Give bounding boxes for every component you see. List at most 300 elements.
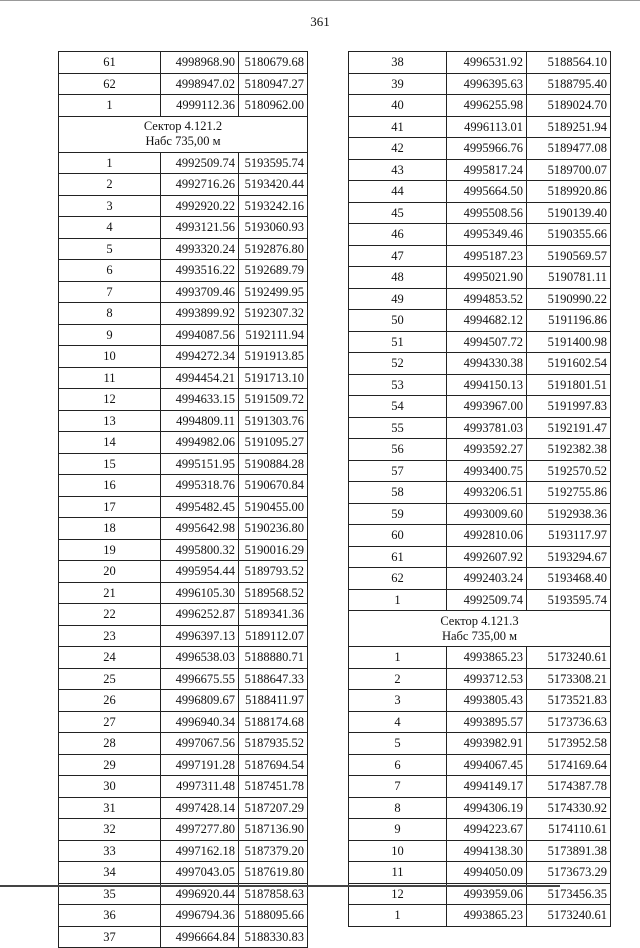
table-row — [59, 690, 308, 712]
x-coordinate-cell: 4996538.03 — [161, 647, 239, 669]
point-number-cell: 12 — [59, 389, 161, 411]
x-coordinate-cell: 4996809.67 — [161, 690, 239, 712]
table-row — [59, 260, 308, 282]
point-number-cell: 43 — [349, 159, 447, 181]
point-number-cell: 23 — [59, 625, 161, 647]
table-row — [59, 324, 308, 346]
x-coordinate-cell: 4992509.74 — [447, 589, 527, 611]
point-number-cell: 61 — [349, 546, 447, 568]
table-row — [349, 288, 611, 310]
table-row — [349, 568, 611, 590]
y-coordinate-cell: 5187935.52 — [239, 733, 308, 755]
y-coordinate-cell: 5193420.44 — [239, 174, 308, 196]
point-number-cell: 51 — [349, 331, 447, 353]
table-row — [59, 52, 308, 74]
table-row — [349, 396, 611, 418]
table-row — [349, 776, 611, 798]
table-row — [59, 819, 308, 841]
table-row — [349, 503, 611, 525]
y-coordinate-cell: 5190781.11 — [527, 267, 611, 289]
table-row — [59, 346, 308, 368]
table-row — [59, 303, 308, 325]
x-coordinate-cell: 4994507.72 — [447, 331, 527, 353]
point-number-cell: 20 — [59, 561, 161, 583]
point-number-cell: 59 — [349, 503, 447, 525]
x-coordinate-cell: 4995187.23 — [447, 245, 527, 267]
x-coordinate-cell: 4996531.92 — [447, 52, 527, 74]
table-row — [349, 711, 611, 733]
x-coordinate-cell: 4993206.51 — [447, 482, 527, 504]
table-row — [349, 417, 611, 439]
point-number-cell: 31 — [59, 797, 161, 819]
y-coordinate-cell: 5187451.78 — [239, 776, 308, 798]
table-row — [349, 224, 611, 246]
y-coordinate-cell: 5193294.67 — [527, 546, 611, 568]
sector-header-row — [59, 116, 308, 152]
y-coordinate-cell: 5192382.38 — [527, 439, 611, 461]
table-row — [59, 389, 308, 411]
y-coordinate-cell: 5191801.51 — [527, 374, 611, 396]
x-coordinate-cell: 4995664.50 — [447, 181, 527, 203]
point-number-cell: 1 — [59, 95, 161, 117]
point-number-cell: 13 — [59, 410, 161, 432]
table-row — [59, 195, 308, 217]
x-coordinate-cell: 4993320.24 — [161, 238, 239, 260]
table-row — [349, 245, 611, 267]
table-row — [349, 159, 611, 181]
table-row — [349, 668, 611, 690]
y-coordinate-cell: 5190236.80 — [239, 518, 308, 540]
sector-header-row — [349, 611, 611, 647]
point-number-cell: 8 — [349, 797, 447, 819]
y-coordinate-cell: 5191303.76 — [239, 410, 308, 432]
x-coordinate-cell: 4996794.36 — [161, 905, 239, 927]
y-coordinate-cell: 5192755.86 — [527, 482, 611, 504]
y-coordinate-cell: 5191913.85 — [239, 346, 308, 368]
x-coordinate-cell: 4994272.34 — [161, 346, 239, 368]
y-coordinate-cell: 5188174.68 — [239, 711, 308, 733]
point-number-cell: 44 — [349, 181, 447, 203]
point-number-cell: 28 — [59, 733, 161, 755]
point-number-cell: 41 — [349, 116, 447, 138]
y-coordinate-cell: 5173736.63 — [527, 711, 611, 733]
point-number-cell: 62 — [349, 568, 447, 590]
x-coordinate-cell: 4994050.09 — [447, 862, 527, 884]
x-coordinate-cell: 4993009.60 — [447, 503, 527, 525]
point-number-cell: 3 — [349, 690, 447, 712]
x-coordinate-cell: 4995318.76 — [161, 475, 239, 497]
x-coordinate-cell: 4994853.52 — [447, 288, 527, 310]
coordinates-table-right — [348, 51, 611, 927]
table-row — [59, 625, 308, 647]
y-coordinate-cell: 5189920.86 — [527, 181, 611, 203]
point-number-cell: 4 — [59, 217, 161, 239]
x-coordinate-cell: 4993895.57 — [447, 711, 527, 733]
point-number-cell: 11 — [59, 367, 161, 389]
x-coordinate-cell: 4996105.30 — [161, 582, 239, 604]
y-coordinate-cell: 5191713.10 — [239, 367, 308, 389]
point-number-cell: 47 — [349, 245, 447, 267]
point-number-cell: 52 — [349, 353, 447, 375]
table-row — [349, 331, 611, 353]
x-coordinate-cell: 4993709.46 — [161, 281, 239, 303]
x-coordinate-cell: 4993400.75 — [447, 460, 527, 482]
point-number-cell: 16 — [59, 475, 161, 497]
point-number-cell: 38 — [349, 52, 447, 74]
x-coordinate-cell: 4994809.11 — [161, 410, 239, 432]
y-coordinate-cell: 5190670.84 — [239, 475, 308, 497]
x-coordinate-cell: 4994306.19 — [447, 797, 527, 819]
point-number-cell: 34 — [59, 862, 161, 884]
point-number-cell: 56 — [349, 439, 447, 461]
x-coordinate-cell: 4993121.56 — [161, 217, 239, 239]
table-row — [59, 647, 308, 669]
x-coordinate-cell: 4997277.80 — [161, 819, 239, 841]
y-coordinate-cell: 5188564.10 — [527, 52, 611, 74]
y-coordinate-cell: 5189341.36 — [239, 604, 308, 626]
table-row — [349, 905, 611, 927]
point-number-cell: 40 — [349, 95, 447, 117]
y-coordinate-cell: 5192111.94 — [239, 324, 308, 346]
table-row — [349, 862, 611, 884]
point-number-cell: 1 — [349, 905, 447, 927]
sector-title: Сектор 4.121.2 — [143, 119, 223, 133]
sector-header-cell — [59, 116, 308, 152]
point-number-cell: 2 — [59, 174, 161, 196]
table-row — [349, 138, 611, 160]
table-row — [59, 754, 308, 776]
x-coordinate-cell: 4995151.95 — [161, 453, 239, 475]
y-coordinate-cell: 5193595.74 — [527, 589, 611, 611]
y-coordinate-cell: 5187207.29 — [239, 797, 308, 819]
point-number-cell: 1 — [59, 152, 161, 174]
point-number-cell: 55 — [349, 417, 447, 439]
y-coordinate-cell: 5173673.29 — [527, 862, 611, 884]
point-number-cell: 6 — [349, 754, 447, 776]
coordinates-table-right-body — [349, 52, 611, 927]
x-coordinate-cell: 4994067.45 — [447, 754, 527, 776]
y-coordinate-cell: 5192876.80 — [239, 238, 308, 260]
table-row — [349, 95, 611, 117]
y-coordinate-cell: 5188411.97 — [239, 690, 308, 712]
table-row — [349, 482, 611, 504]
x-coordinate-cell: 4996920.44 — [161, 883, 239, 905]
y-coordinate-cell: 5187379.20 — [239, 840, 308, 862]
point-number-cell: 61 — [59, 52, 161, 74]
y-coordinate-cell: 5189477.08 — [527, 138, 611, 160]
point-number-cell: 32 — [59, 819, 161, 841]
coordinates-table-left — [58, 51, 308, 948]
y-coordinate-cell: 5193595.74 — [239, 152, 308, 174]
x-coordinate-cell: 4993967.00 — [447, 396, 527, 418]
y-coordinate-cell: 5190355.66 — [527, 224, 611, 246]
point-number-cell: 54 — [349, 396, 447, 418]
point-number-cell: 53 — [349, 374, 447, 396]
point-number-cell: 57 — [349, 460, 447, 482]
x-coordinate-cell: 4996113.01 — [447, 116, 527, 138]
x-coordinate-cell: 4993712.53 — [447, 668, 527, 690]
y-coordinate-cell: 5192191.47 — [527, 417, 611, 439]
x-coordinate-cell: 4994138.30 — [447, 840, 527, 862]
y-coordinate-cell: 5174330.92 — [527, 797, 611, 819]
y-coordinate-cell: 5189112.07 — [239, 625, 308, 647]
point-number-cell: 12 — [349, 883, 447, 905]
point-number-cell: 58 — [349, 482, 447, 504]
y-coordinate-cell: 5188880.71 — [239, 647, 308, 669]
sector-title: Сектор 4.121.3 — [440, 613, 519, 628]
x-coordinate-cell: 4997067.56 — [161, 733, 239, 755]
x-coordinate-cell: 4998947.02 — [161, 73, 239, 95]
y-coordinate-cell: 5187858.63 — [239, 883, 308, 905]
point-number-cell: 49 — [349, 288, 447, 310]
y-coordinate-cell: 5180962.00 — [239, 95, 308, 117]
x-coordinate-cell: 4996255.98 — [447, 95, 527, 117]
table-row — [59, 604, 308, 626]
point-number-cell: 3 — [59, 195, 161, 217]
point-number-cell: 24 — [59, 647, 161, 669]
x-coordinate-cell: 4993982.91 — [447, 733, 527, 755]
table-row — [349, 647, 611, 669]
y-coordinate-cell: 5192570.52 — [527, 460, 611, 482]
table-row — [59, 776, 308, 798]
point-number-cell: 36 — [59, 905, 161, 927]
x-coordinate-cell: 4995817.24 — [447, 159, 527, 181]
point-number-cell: 45 — [349, 202, 447, 224]
y-coordinate-cell: 5190569.57 — [527, 245, 611, 267]
table-row — [59, 475, 308, 497]
table-row — [349, 202, 611, 224]
y-coordinate-cell: 5190016.29 — [239, 539, 308, 561]
table-row — [59, 217, 308, 239]
y-coordinate-cell: 5192499.95 — [239, 281, 308, 303]
sector-header-cell — [349, 611, 611, 647]
x-coordinate-cell: 4993516.22 — [161, 260, 239, 282]
table-row — [59, 453, 308, 475]
table-row — [59, 582, 308, 604]
point-number-cell: 10 — [349, 840, 447, 862]
table-row — [59, 668, 308, 690]
y-coordinate-cell: 5173952.58 — [527, 733, 611, 755]
y-coordinate-cell: 5189251.94 — [527, 116, 611, 138]
table-row — [349, 181, 611, 203]
y-coordinate-cell: 5173456.35 — [527, 883, 611, 905]
y-coordinate-cell: 5187136.90 — [239, 819, 308, 841]
point-number-cell: 11 — [349, 862, 447, 884]
y-coordinate-cell: 5191095.27 — [239, 432, 308, 454]
point-number-cell: 5 — [349, 733, 447, 755]
x-coordinate-cell: 4997191.28 — [161, 754, 239, 776]
point-number-cell: 29 — [59, 754, 161, 776]
table-row — [349, 690, 611, 712]
y-coordinate-cell: 5191997.83 — [527, 396, 611, 418]
point-number-cell: 5 — [59, 238, 161, 260]
x-coordinate-cell: 4994982.06 — [161, 432, 239, 454]
x-coordinate-cell: 4994149.17 — [447, 776, 527, 798]
x-coordinate-cell: 4997162.18 — [161, 840, 239, 862]
x-coordinate-cell: 4994633.15 — [161, 389, 239, 411]
table-row — [59, 905, 308, 927]
table-row — [349, 52, 611, 74]
point-number-cell: 35 — [59, 883, 161, 905]
table-row — [59, 367, 308, 389]
table-row — [349, 525, 611, 547]
y-coordinate-cell: 5190139.40 — [527, 202, 611, 224]
point-number-cell: 17 — [59, 496, 161, 518]
y-coordinate-cell: 5188795.40 — [527, 73, 611, 95]
y-coordinate-cell: 5188647.33 — [239, 668, 308, 690]
y-coordinate-cell: 5191400.98 — [527, 331, 611, 353]
x-coordinate-cell: 4993592.27 — [447, 439, 527, 461]
x-coordinate-cell: 4995966.76 — [447, 138, 527, 160]
point-number-cell: 7 — [349, 776, 447, 798]
table-row — [349, 267, 611, 289]
point-number-cell: 18 — [59, 518, 161, 540]
x-coordinate-cell: 4995954.44 — [161, 561, 239, 583]
table-row — [59, 518, 308, 540]
y-coordinate-cell: 5174387.78 — [527, 776, 611, 798]
x-coordinate-cell: 4994454.21 — [161, 367, 239, 389]
y-coordinate-cell: 5187694.54 — [239, 754, 308, 776]
point-number-cell: 33 — [59, 840, 161, 862]
point-number-cell: 1 — [349, 647, 447, 669]
y-coordinate-cell: 5189700.07 — [527, 159, 611, 181]
point-number-cell: 37 — [59, 926, 161, 948]
x-coordinate-cell: 4997311.48 — [161, 776, 239, 798]
point-number-cell: 1 — [349, 589, 447, 611]
table-row — [59, 561, 308, 583]
table-row — [349, 733, 611, 755]
y-coordinate-cell: 5190455.00 — [239, 496, 308, 518]
x-coordinate-cell: 4995508.56 — [447, 202, 527, 224]
table-row — [59, 496, 308, 518]
point-number-cell: 60 — [349, 525, 447, 547]
point-number-cell: 9 — [59, 324, 161, 346]
x-coordinate-cell: 4993865.23 — [447, 647, 527, 669]
x-coordinate-cell: 4993899.92 — [161, 303, 239, 325]
point-number-cell: 25 — [59, 668, 161, 690]
y-coordinate-cell: 5189568.52 — [239, 582, 308, 604]
y-coordinate-cell: 5174110.61 — [527, 819, 611, 841]
point-number-cell: 27 — [59, 711, 161, 733]
table-row — [59, 152, 308, 174]
y-coordinate-cell: 5189024.70 — [527, 95, 611, 117]
point-number-cell: 14 — [59, 432, 161, 454]
x-coordinate-cell: 4993959.06 — [447, 883, 527, 905]
table-row — [349, 439, 611, 461]
x-coordinate-cell: 4995800.32 — [161, 539, 239, 561]
x-coordinate-cell: 4997428.14 — [161, 797, 239, 819]
point-number-cell: 8 — [59, 303, 161, 325]
coordinates-table-left-body — [59, 52, 308, 948]
point-number-cell: 30 — [59, 776, 161, 798]
table-row — [59, 711, 308, 733]
page-top-edge — [0, 0, 640, 1]
table-row — [59, 797, 308, 819]
y-coordinate-cell: 5190884.28 — [239, 453, 308, 475]
point-number-cell: 46 — [349, 224, 447, 246]
x-coordinate-cell: 4992403.24 — [447, 568, 527, 590]
x-coordinate-cell: 4997043.05 — [161, 862, 239, 884]
y-coordinate-cell: 5187619.80 — [239, 862, 308, 884]
table-row — [349, 797, 611, 819]
point-number-cell: 2 — [349, 668, 447, 690]
x-coordinate-cell: 4993865.23 — [447, 905, 527, 927]
table-row — [349, 546, 611, 568]
point-number-cell: 26 — [59, 690, 161, 712]
x-coordinate-cell: 4993805.43 — [447, 690, 527, 712]
y-coordinate-cell: 5173308.21 — [527, 668, 611, 690]
x-coordinate-cell: 4996940.34 — [161, 711, 239, 733]
y-coordinate-cell: 5173521.83 — [527, 690, 611, 712]
x-coordinate-cell: 4995021.90 — [447, 267, 527, 289]
table-row — [349, 310, 611, 332]
table-row — [349, 116, 611, 138]
y-coordinate-cell: 5188330.83 — [239, 926, 308, 948]
x-coordinate-cell: 4996252.87 — [161, 604, 239, 626]
x-coordinate-cell: 4996397.13 — [161, 625, 239, 647]
point-number-cell: 62 — [59, 73, 161, 95]
point-number-cell: 9 — [349, 819, 447, 841]
point-number-cell: 10 — [59, 346, 161, 368]
x-coordinate-cell: 4999112.36 — [161, 95, 239, 117]
y-coordinate-cell: 5191509.72 — [239, 389, 308, 411]
table-row — [59, 733, 308, 755]
y-coordinate-cell: 5173240.61 — [527, 905, 611, 927]
x-coordinate-cell: 4992509.74 — [161, 152, 239, 174]
y-coordinate-cell: 5193117.97 — [527, 525, 611, 547]
y-coordinate-cell: 5174169.64 — [527, 754, 611, 776]
x-coordinate-cell: 4992810.06 — [447, 525, 527, 547]
page-bottom-rule — [0, 885, 560, 887]
y-coordinate-cell: 5188095.66 — [239, 905, 308, 927]
x-coordinate-cell: 4994150.13 — [447, 374, 527, 396]
point-number-cell: 42 — [349, 138, 447, 160]
table-row — [59, 539, 308, 561]
y-coordinate-cell: 5192307.32 — [239, 303, 308, 325]
table-row — [59, 926, 308, 948]
table-row — [59, 238, 308, 260]
table-row — [59, 410, 308, 432]
y-coordinate-cell: 5193468.40 — [527, 568, 611, 590]
y-coordinate-cell: 5192938.36 — [527, 503, 611, 525]
x-coordinate-cell: 4992716.26 — [161, 174, 239, 196]
x-coordinate-cell: 4998968.90 — [161, 52, 239, 74]
sector-height: Набс 735,00 м — [145, 134, 221, 148]
y-coordinate-cell: 5190990.22 — [527, 288, 611, 310]
table-row — [59, 174, 308, 196]
point-number-cell: 48 — [349, 267, 447, 289]
x-coordinate-cell: 4994682.12 — [447, 310, 527, 332]
y-coordinate-cell: 5191196.86 — [527, 310, 611, 332]
table-row — [349, 73, 611, 95]
y-coordinate-cell: 5180679.68 — [239, 52, 308, 74]
y-coordinate-cell: 5192689.79 — [239, 260, 308, 282]
table-row — [59, 432, 308, 454]
point-number-cell: 21 — [59, 582, 161, 604]
point-number-cell: 22 — [59, 604, 161, 626]
x-coordinate-cell: 4995642.98 — [161, 518, 239, 540]
x-coordinate-cell: 4994330.38 — [447, 353, 527, 375]
x-coordinate-cell: 4992920.22 — [161, 195, 239, 217]
point-number-cell: 50 — [349, 310, 447, 332]
table-row — [349, 353, 611, 375]
table-row — [349, 589, 611, 611]
page-number: 361 — [310, 14, 330, 29]
y-coordinate-cell: 5191602.54 — [527, 353, 611, 375]
table-row — [349, 840, 611, 862]
y-coordinate-cell: 5180947.27 — [239, 73, 308, 95]
x-coordinate-cell: 4996664.84 — [161, 926, 239, 948]
